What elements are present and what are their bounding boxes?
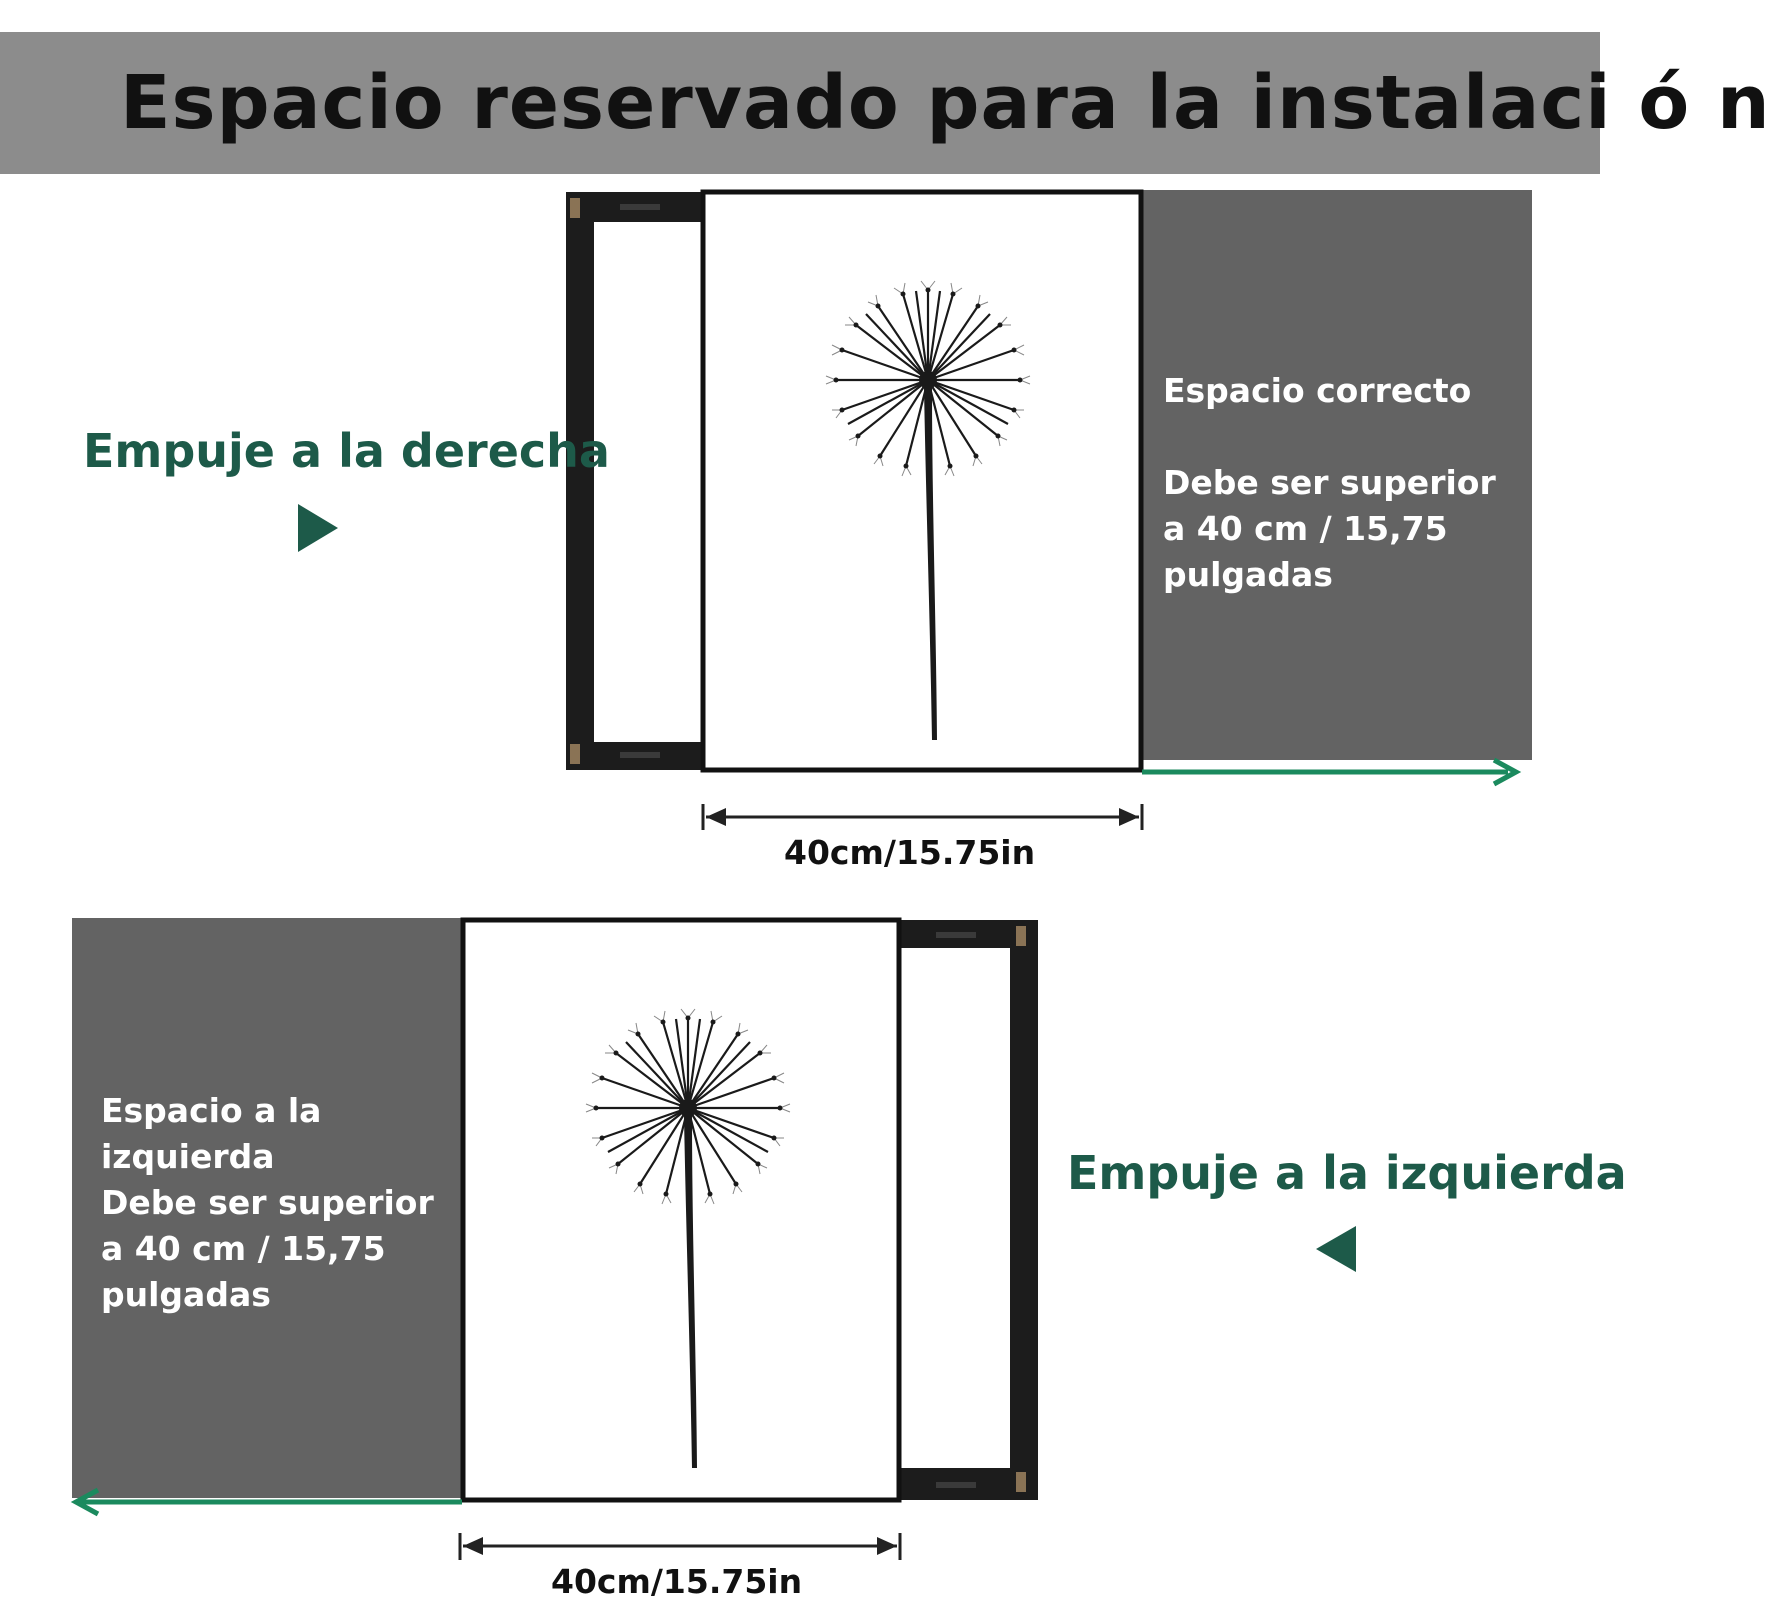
play-left-icon (1316, 1226, 1356, 1272)
play-right-icon (298, 504, 338, 552)
bottom-artwork (463, 920, 899, 1500)
top-artwork (703, 192, 1141, 770)
right-space-requirement: Debe ser superior a 40 cm / 15,75 pulgadas (1163, 463, 1496, 594)
bottom-dimension-label: 40cm/15.75in (551, 1562, 803, 1601)
left-space-label: Espacio a la izquierda (101, 1091, 322, 1176)
push-left-label: Empuje a la izquierda (1067, 1146, 1627, 1200)
push-right-label: Empuje a la derecha (83, 424, 610, 478)
right-space-label: Espacio correcto (1163, 371, 1472, 410)
left-space-requirement: Debe ser superior a 40 cm / 15,75 pulgadas (101, 1183, 434, 1314)
top-dimension-label: 40cm/15.75in (784, 833, 1036, 872)
page-title: Espacio reservado para la instalaci ó n (120, 60, 1771, 146)
